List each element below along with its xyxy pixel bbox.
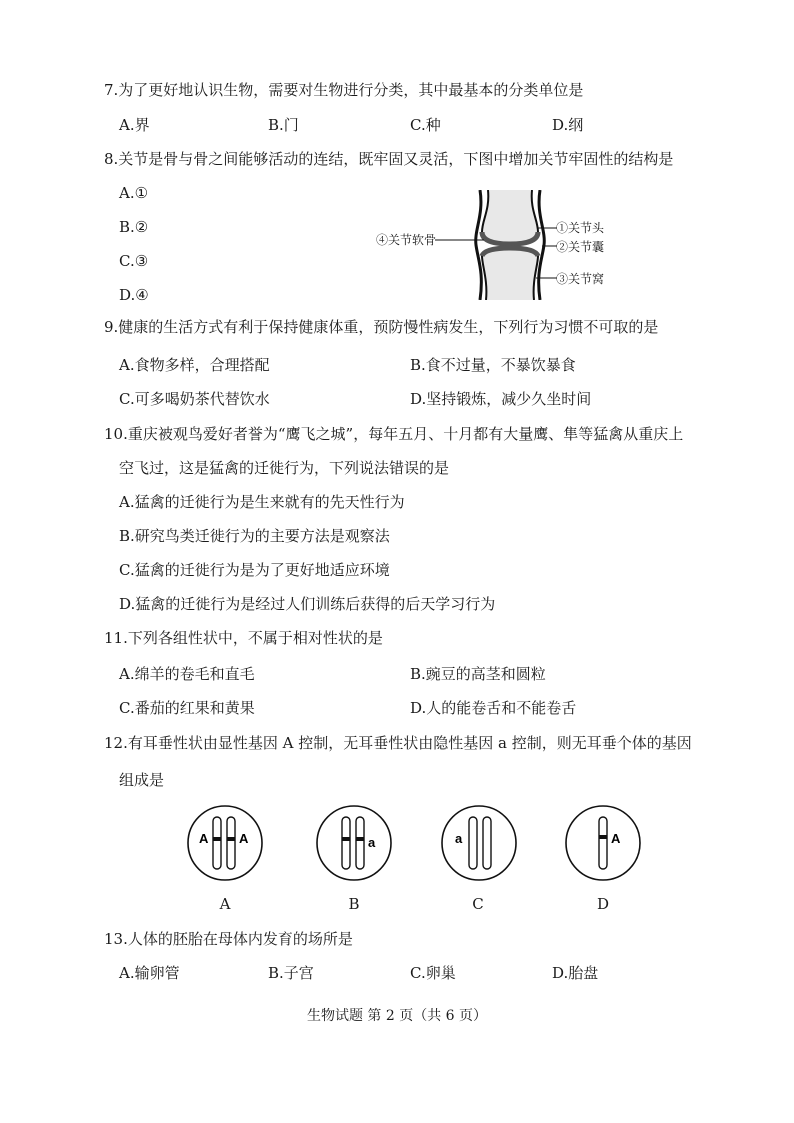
- q9-option-c: C.可多喝奶茶代替饮水: [119, 390, 270, 408]
- q11-option-a: A.绵羊的卷毛和直毛: [119, 665, 255, 683]
- q8-option-a: A.①: [119, 184, 149, 202]
- q9-option-d: D.坚持锻炼，减少久坐时间: [410, 390, 592, 408]
- q13-option-b: B.子宫: [268, 964, 314, 982]
- label-articular-cartilage: ④关节软骨: [376, 233, 437, 247]
- question-10-stem-line2: 空飞过，这是猛禽的迁徙行为，下列说法错误的是: [119, 459, 450, 477]
- q10-option-b: B.研究鸟类迁徙行为的主要方法是观察法: [119, 527, 390, 545]
- label-joint-capsule: ②关节囊: [556, 240, 605, 254]
- question-11-stem: 11.下列各组性状中，不属于相对性状的是: [104, 629, 383, 647]
- q10-option-a: A.猛禽的迁徙行为是生来就有的先天性行为: [119, 493, 405, 511]
- cell-caption-d: D: [596, 895, 610, 913]
- q7-option-a: A.界: [119, 116, 150, 134]
- question-10-stem-line1: 10.重庆被观鸟爱好者誉为“鹰飞之城”，每年五月、十月都有大量鹰、隼等猛禽从重庆上: [104, 425, 684, 443]
- cell-caption-a: A: [219, 895, 231, 913]
- q7-option-b: B.门: [268, 116, 299, 134]
- q8-option-b: B.②: [119, 218, 149, 236]
- cell-diagram-a: [185, 803, 265, 883]
- question-12-stem-line2: 组成是: [119, 771, 165, 789]
- question-12-stem-line1: 12.有耳垂性状由显性基因 A 控制，无耳垂性状由隐性基因 a 控制，则无耳垂个体的基因: [104, 734, 692, 752]
- q10-option-d: D.猛禽的迁徙行为是经过人们训练后获得的后天学习行为: [119, 595, 496, 613]
- q7-option-d: D.纲: [552, 116, 584, 134]
- label-joint-socket: ③关节窝: [556, 272, 605, 286]
- label-joint-head: ①关节头: [556, 221, 605, 235]
- page-footer: 生物试题 第 2 页（共 6 页）: [306, 1008, 488, 1024]
- q9-option-b: B.食不过量，不暴饮暴食: [410, 356, 576, 374]
- q8-option-d: D.④: [119, 286, 149, 304]
- q9-option-a: A.食物多样，合理搭配: [119, 356, 270, 374]
- cell-caption-b: B: [348, 895, 360, 913]
- cell-diagram-b: [314, 803, 394, 883]
- q13-option-c: C.卵巢: [410, 964, 456, 982]
- q8-option-c: C.③: [119, 252, 149, 270]
- question-9-stem: 9.健康的生活方式有利于保持健康体重，预防慢性病发生，下列行为习惯不可取的是: [104, 318, 659, 336]
- question-7-stem: 7.为了更好地认识生物，需要对生物进行分类，其中最基本的分类单位是: [104, 81, 584, 99]
- cell-c-left-gene: a: [455, 831, 463, 846]
- question-8-stem: 8.关节是骨与骨之间能够活动的连结，既牢固又灵活，下图中增加关节牢固性的结构是: [104, 150, 674, 168]
- cell-caption-c: C: [472, 895, 484, 913]
- q11-option-b: B.豌豆的高茎和圆粒: [410, 665, 546, 683]
- cell-b-right-gene: a: [368, 835, 376, 850]
- cell-diagram-d: [563, 803, 643, 883]
- question-13-stem: 13.人体的胚胎在母体内发育的场所是: [104, 930, 353, 948]
- cell-a-left-gene: A: [199, 831, 209, 846]
- q7-option-c: C.种: [410, 116, 441, 134]
- cell-a-right-gene: A: [239, 831, 249, 846]
- q11-option-d: D.人的能卷舌和不能卷舌: [410, 699, 577, 717]
- cell-d-right-gene: A: [611, 831, 621, 846]
- q13-option-d: D.胎盘: [552, 964, 599, 982]
- q10-option-c: C.猛禽的迁徙行为是为了更好地适应环境: [119, 561, 390, 579]
- q13-option-a: A.输卵管: [119, 964, 180, 982]
- q11-option-c: C.番茄的红果和黄果: [119, 699, 255, 717]
- cell-diagram-c: [439, 803, 519, 883]
